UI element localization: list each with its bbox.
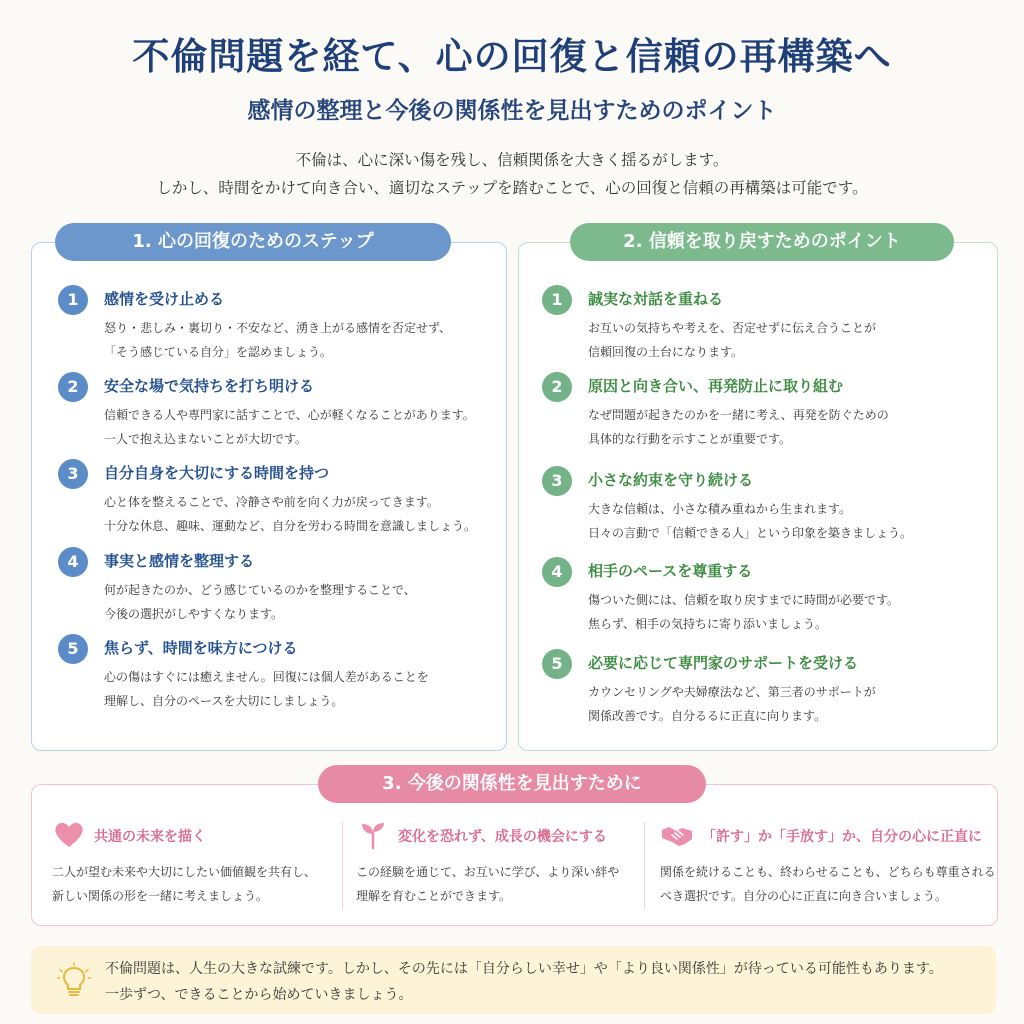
step-description-line: 何が起きたのか、どう感じているのかを整理することで、 [104, 583, 416, 597]
future-item-description [660, 860, 996, 908]
section-future-heading: 3. 今後の関係性を見出すために [318, 765, 706, 803]
step-description-line: 関係改善です。自分るるに正直に向ります。 [588, 709, 827, 723]
future-item-line: この経験を通じて、お互いに学び、より深い絆や [356, 865, 620, 879]
lightbulb-icon [57, 962, 91, 1000]
future-item-title: 共通の未来を描く [94, 829, 206, 845]
step-description-line: 大きな信頼は、小さな積み重ねから生まれます。 [588, 502, 852, 516]
step-number-badge: 5 [58, 634, 88, 664]
step-title: 焦らず、時間を味方につける [104, 639, 298, 657]
step-description [588, 680, 876, 728]
handshake-icon [660, 818, 694, 852]
step-description [104, 665, 429, 713]
step-description-line: 具体的な行動を示すことが重要です。 [588, 432, 792, 446]
step-title: 必要に応じて専門家のサポートを受ける [588, 654, 859, 672]
closing-note [31, 946, 996, 1014]
step-title: 相手のペースを尊重する [588, 562, 753, 580]
future-item-line: 新しい関係の形を一緒に考えましょう。 [52, 889, 269, 903]
future-item-description [356, 860, 619, 908]
sprout-icon [356, 818, 390, 852]
step-description-line: 十分な休息、趣味、運動など、自分を労わる時間を意識しましょう。 [104, 519, 477, 533]
step-description-line: 傷ついた側には、信頼を取り戻すまでに時間が必要です。 [588, 593, 900, 607]
step-number-badge: 4 [542, 557, 572, 587]
step-description [104, 578, 416, 626]
step-description-line: カウンセリングや夫婦療法など、第三者のサポートが [588, 685, 876, 699]
step-description [104, 490, 476, 538]
page-subtitle: 感情の整理と今後の関係性を見出すためのポイント [247, 97, 777, 124]
future-item-line: 理解を育むことができます。 [356, 889, 512, 903]
step-number-badge: 4 [58, 547, 88, 577]
future-item-description [52, 860, 316, 908]
step-title: 原因と向き合い、再発防止に取り組む [588, 377, 844, 395]
heart-icon [52, 818, 86, 852]
future-item-line: 二人が望む未来や大切にしたい価値観を共有し、 [52, 865, 317, 879]
step-description [588, 588, 899, 636]
step-description-line: 心と体を整えることで、冷静さや前を向く力が戻ってきます。 [104, 495, 439, 509]
step-title: 誠実な対話を重ねる [588, 290, 724, 308]
step-description-line: 一人で抱え込まないことが大切です。 [104, 432, 308, 446]
future-item-line: 関係を続けることも、終わらせることも、どちらも尊重される [660, 865, 996, 879]
step-description-line: 日々の言動で「信頼できる人」という印象を築きましょう。 [588, 526, 913, 540]
step-description [104, 316, 451, 364]
step-number-badge: 1 [58, 285, 88, 315]
divider [644, 822, 645, 910]
section-recovery-heading: 1. 心の回復のためのステップ [55, 223, 451, 261]
step-description-line: なぜ問題が起きたのかを一緒に考え、再発を防ぐための [588, 408, 889, 422]
step-number-badge: 3 [542, 466, 572, 496]
step-title: 安全な場で気持ちを打ち明ける [104, 377, 315, 395]
future-item-title: 変化を恐れず、成長の機会にする [398, 829, 607, 845]
future-item-line: べき選択です。自分の心に正直に向き合いましょう。 [660, 889, 948, 903]
step-description [588, 403, 889, 451]
step-description-line: 理解し、自分のペースを大切にしましょう。 [104, 694, 344, 708]
step-number-badge: 2 [58, 372, 88, 402]
step-description-line: 信頼できる人や専門家に話すことで、心が軽くなることがあります。 [104, 408, 475, 422]
step-number-badge: 3 [58, 459, 88, 489]
step-number-badge: 5 [542, 649, 572, 679]
future-item-title: 「許す」か「手放す」か、自分の心に正直に [702, 829, 982, 845]
step-description-line: お互いの気持ちや考えを、否定せずに伝え合うことが [588, 321, 877, 335]
closing-note-text [105, 956, 943, 1008]
divider [342, 822, 343, 910]
step-description [588, 497, 912, 545]
page-title: 不倫問題を経て、心の回復と信頼の再構築へ [132, 34, 892, 78]
step-description [588, 316, 876, 364]
step-title: 小さな約束を守り続ける [588, 471, 754, 489]
step-description [104, 403, 475, 451]
step-description-line: 心の傷はすぐには癒えません。回復には個人差があることを [104, 670, 429, 684]
step-description-line: 焦らず、相手の気持ちに寄り添いましょう。 [588, 617, 828, 631]
step-number-badge: 2 [542, 372, 572, 402]
step-title: 自分自身を大切にする時間を持つ [104, 464, 330, 482]
step-description-line: 怒り・悲しみ・裏切り・不安など、湧き上がる感情を否定せず、 [104, 321, 452, 335]
step-title: 事実と感情を整理する [104, 552, 255, 570]
step-description-line: 「そう感じている自分」を認めましょう。 [104, 345, 333, 359]
closing-note-line: 一歩ずつ、できることから始めていきましょう。 [105, 987, 413, 1003]
intro-line: 不倫は、心に深い傷を残し、信頼関係を大きく揺るがします。 [295, 151, 729, 169]
section-trust-heading: 2. 信頼を取り戻すためのポイント [570, 223, 954, 261]
step-number-badge: 1 [542, 285, 572, 315]
intro-text [0, 146, 1024, 202]
step-title: 感情を受け止める [104, 290, 225, 308]
step-description-line: 今後の選択がしやすくなります。 [104, 607, 284, 621]
step-description-line: 信頼回復の土台になります。 [588, 345, 744, 359]
intro-line: しかし、時間をかけて向き合い、適切なステップを踏むことで、心の回復と信頼の再構築は可能です。 [156, 179, 868, 197]
closing-note-line: 不倫問題は、人生の大きな試練です。しかし、その先には「自分らしい幸せ」や「より良い関係性」が待っている可能性もあります。 [105, 961, 943, 977]
